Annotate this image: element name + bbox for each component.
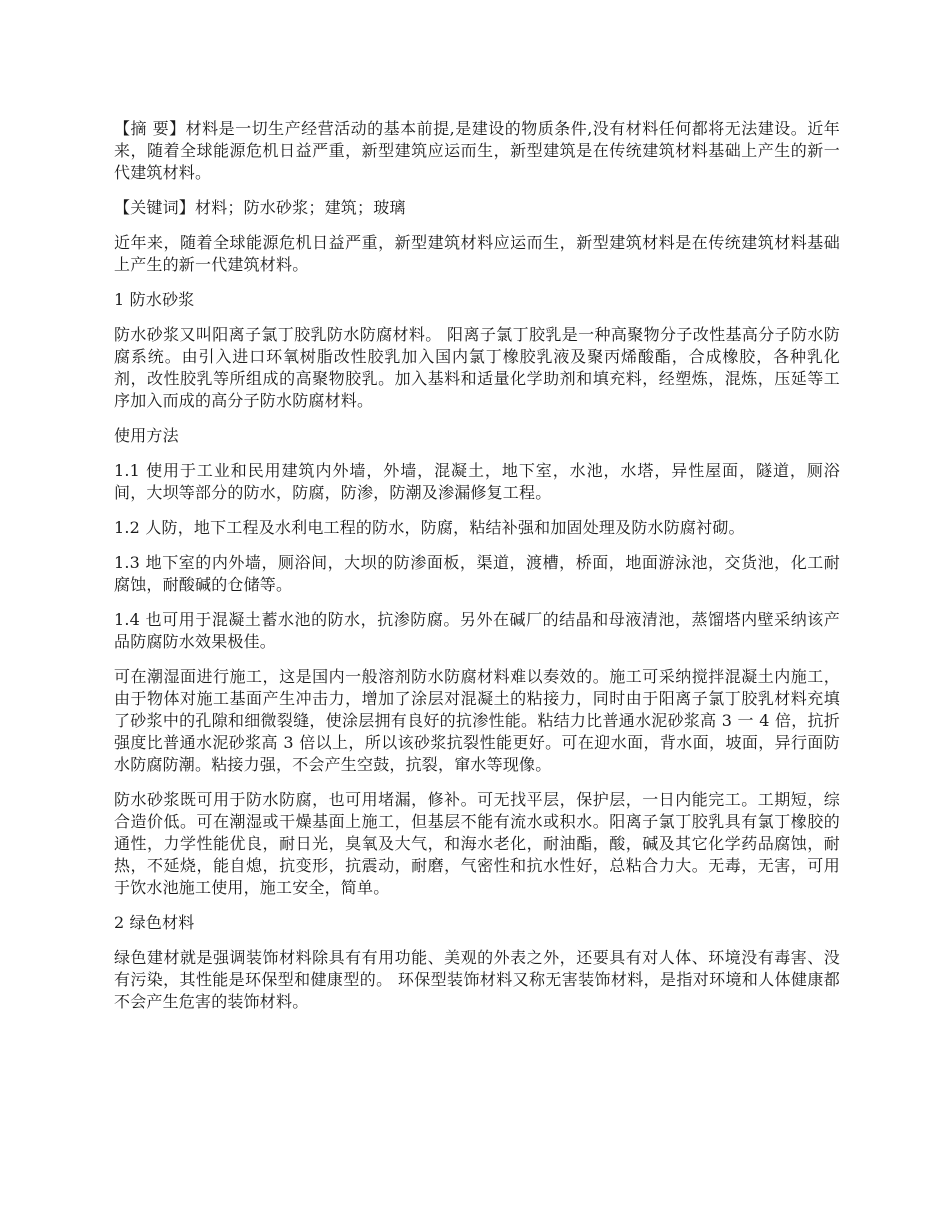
usage-heading: 使用方法 — [114, 426, 179, 445]
keywords: 【关键词】材料；防水砂浆；建筑；玻璃 — [114, 198, 406, 217]
usage-item-1-1: 1.1 使用于工业和民用建筑内外墙，外墙，混凝土，地下室，水池，水塔，异性屋面，隧道，厕浴间，大坝等部分的防水，防腐，防渗，防潮及渗漏修复工程。 — [114, 461, 840, 502]
usage-item-1-4: 1.4 也可用于混凝土蓄水池的防水，抗渗防腐。另外在碱厂的结晶和母液清池，蒸馏塔内壁采纳该产品防腐防水效果极佳。 — [114, 610, 840, 651]
abstract: 【摘 要】材料是一切生产经营活动的基本前提,是建设的物质条件,没有材料任何都将无法建设。近年来，随着全球能源危机日益严重，新型建筑应运而生，新型建筑是在传统建筑材料基础上产生的新一代建筑材料。 — [114, 119, 840, 182]
intro-paragraph: 近年来，随着全球能源危机日益严重，新型建筑材料应运而生，新型建筑材料是在传统建筑材料基础上产生的新一代建筑材料。 — [114, 233, 840, 274]
waterproof-mortar-description: 防水砂浆又叫阳离子氯丁胶乳防水防腐材料。 阳离子氯丁胶乳是一种高聚物分子改性基高分子防水防腐系统。由引入进口环氧树脂改性胶乳加入国内氯丁橡胶乳液及聚丙烯酸酯，合成橡胶，各种乳化剂，改性胶乳等所组成的高聚物胶乳。加入基料和适量化学助剂和填充料，经塑炼，混炼，压延等工序加入而成的高分子防水防腐材料。 — [114, 325, 840, 410]
green-materials-paragraph: 绿色建材就是强调装饰材料除具有有用功能、美观的外表之外，还要具有对人体、环境没有毒害、没有污染，其性能是环保型和健康型的。 环保型装饰材料又称无害装饰材料，是指对环境和人体健康都不会产生危害的装饰材料。 — [114, 948, 840, 1011]
usage-item-1-2: 1.2 人防，地下工程及水利电工程的防水，防腐，粘结补强和加固处理及防水防腐衬砌。 — [114, 518, 745, 537]
document-body — [114, 118, 840, 1026]
usage-item-1-3: 1.3 地下室的内外墙，厕浴间，大坝的防渗面板，渠道，渡槽，桥面，地面游泳池，交货池，化工耐腐蚀，耐酸碱的仓储等。 — [114, 553, 840, 594]
section-heading-green-materials: 2 绿色材料 — [114, 913, 195, 932]
construction-paragraph: 可在潮湿面进行施工，这是国内一般溶剂防水防腐材料难以奏效的。施工可采纳搅拌混凝土内施工，由于物体对施工基面产生冲击力，增加了涂层对混凝土的粘接力，同时由于阳离子氯丁胶乳材料充填了砂浆中的孔隙和细微裂缝，使涂层拥有良好的抗渗性能。粘结力比普通水泥砂浆高 3 一 4 倍，抗折强度比普通水泥砂浆高 3 倍以上，所以该砂浆抗裂性能更好。可在迎水面，背水面，坡面，异行面防水防腐防潮。粘接力强，不会产生空鼓，抗裂，窜水等现像。 — [114, 667, 840, 774]
section-heading-waterproof-mortar: 1 防水砂浆 — [114, 290, 195, 309]
properties-paragraph: 防水砂浆既可用于防水防腐，也可用堵漏，修补。可无找平层，保护层，一日内能完工。工期短，综合造价低。可在潮湿或干燥基面上施工，但基层不能有流水或积水。阳离子氯丁胶乳具有氯丁橡胶的通性，力学性能优良，耐日光，臭氧及大气，和海水老化，耐油酯，酸，碱及其它化学药品腐蚀，耐热，不延烧，能自熄，抗变形，抗震动，耐磨，气密性和抗水性好，总粘合力大。无毒，无害，可用于饮水池施工使用，施工安全，简单。 — [114, 790, 840, 897]
